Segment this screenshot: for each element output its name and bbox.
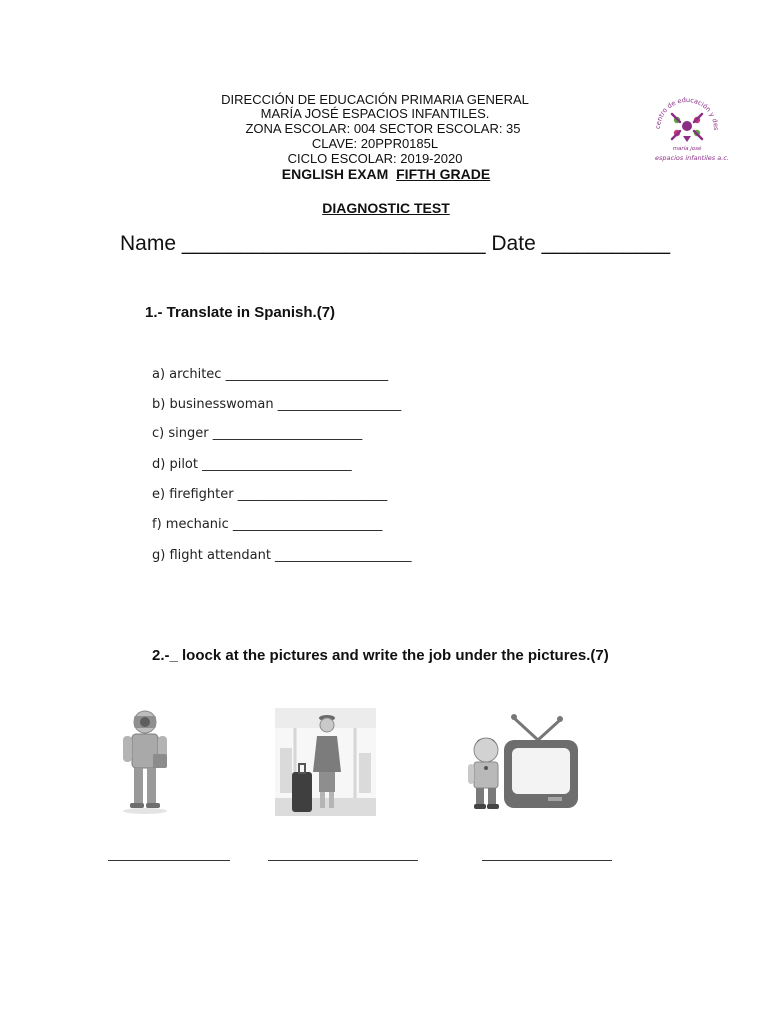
logo-figures — [672, 114, 702, 142]
header-line-2: MARÍA JOSÉ ESPACIOS INFANTILES. — [260, 106, 490, 121]
date-field[interactable]: ___________ — [541, 232, 671, 255]
name-date-row — [120, 232, 670, 256]
name-label: Name — [120, 232, 177, 255]
translate-item-f[interactable]: f) mechanic _______________________ — [152, 517, 383, 532]
exam-title — [150, 166, 622, 182]
exam-title-prefix: ENGLISH EXAM — [281, 166, 389, 182]
translate-item-a[interactable]: a) architec _________________________ — [152, 367, 389, 382]
date-label: Date — [491, 232, 536, 255]
logo-ring-text: centro de educación y des — [653, 95, 721, 131]
translate-item-d[interactable]: d) pilot _______________________ — [152, 457, 352, 472]
logo-caption: espacios infantiles a.c. — [655, 154, 729, 162]
header-line-4: CLAVE: 20PPR0185L — [311, 136, 439, 151]
tv-presenter-picture — [466, 712, 580, 812]
section1-heading: 1.- Translate in Spanish.(7) — [145, 304, 336, 321]
logo-name-text: maría josé — [672, 146, 702, 152]
flight-attendant-picture — [275, 708, 376, 816]
answer-line-3[interactable] — [482, 860, 612, 861]
exam-title-grade: FIFTH GRADE — [396, 166, 491, 182]
header-line-3: ZONA ESCOLAR: 004 SECTOR ESCOLAR: 35 — [245, 121, 521, 136]
exam-subtitle: DIAGNOSTIC TEST — [322, 200, 450, 216]
header-line-1: DIRECCIÓN DE EDUCACIÓN PRIMARIA GENERAL — [221, 92, 529, 107]
section2-heading: 2.-_ loock at the pictures and write the job under the pictures.(7) — [152, 647, 609, 664]
translate-item-c[interactable]: c) singer _______________________ — [152, 426, 363, 441]
translate-item-g[interactable]: g) flight attendant _____________________ — [152, 548, 412, 563]
name-field[interactable]: __________________________ — [181, 232, 486, 255]
answer-line-2[interactable] — [268, 860, 418, 861]
translate-item-e[interactable]: e) firefighter _______________________ — [152, 487, 388, 502]
photographer-picture — [115, 706, 175, 814]
translate-item-b[interactable]: b) businesswoman ___________________ — [152, 397, 402, 412]
header-line-5: CICLO ESCOLAR: 2019-2020 — [287, 151, 463, 166]
answer-line-1[interactable] — [108, 860, 230, 861]
